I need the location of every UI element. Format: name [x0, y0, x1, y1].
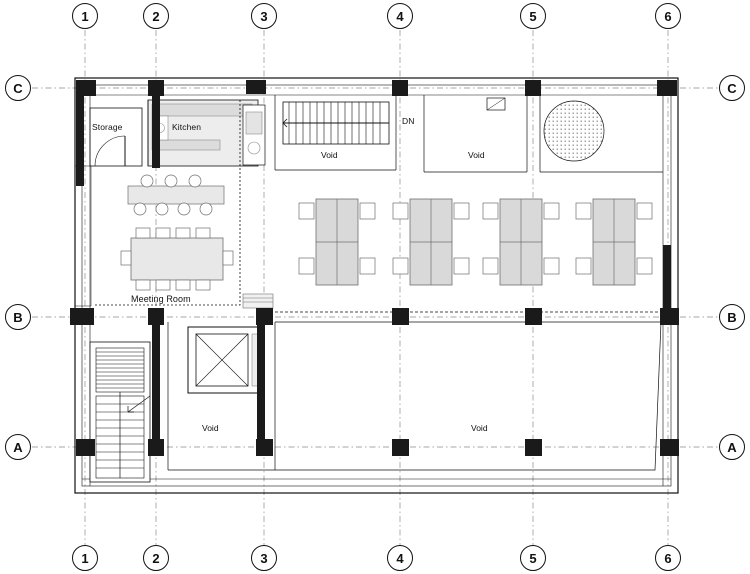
meeting-room-furniture: [121, 175, 273, 308]
grid-bubble-bottom-5[interactable]: 5: [520, 545, 546, 571]
top-fixture: [487, 98, 505, 110]
stair-lower: [90, 342, 150, 482]
grid-bubble-top-4[interactable]: 4: [387, 3, 413, 29]
grid-bubble-top-3[interactable]: 3: [251, 3, 277, 29]
void-label-4: Void: [471, 423, 488, 433]
grid-bubble-left-a[interactable]: A: [5, 434, 31, 460]
room-label-meeting-room: Meeting Room: [131, 294, 191, 304]
stair-top: [283, 102, 389, 144]
grid-bubble-left-b[interactable]: B: [5, 304, 31, 330]
room-label-dn: DN: [402, 116, 415, 126]
grid-bubble-top-1[interactable]: 1: [72, 3, 98, 29]
grid-bubble-right-c[interactable]: C: [719, 75, 745, 101]
grid-bubble-bottom-2[interactable]: 2: [143, 545, 169, 571]
grid-bubble-bottom-1[interactable]: 1: [72, 545, 98, 571]
grid-bubble-bottom-4[interactable]: 4: [387, 545, 413, 571]
grid-bubble-left-c[interactable]: C: [5, 75, 31, 101]
workstation-clusters: [299, 199, 652, 285]
grid-bubble-bottom-6[interactable]: 6: [655, 545, 681, 571]
room-label-storage: Storage: [92, 122, 123, 132]
round-feature: [544, 101, 604, 161]
void-label-2: Void: [468, 150, 485, 160]
grid-bubble-right-b[interactable]: B: [719, 304, 745, 330]
grid-bubble-right-a[interactable]: A: [719, 434, 745, 460]
room-label-kitchen: Kitchen: [172, 122, 202, 132]
grid-bubble-bottom-3[interactable]: 3: [251, 545, 277, 571]
grid-bubble-top-6[interactable]: 6: [655, 3, 681, 29]
void-label-1: Void: [321, 150, 338, 160]
grid-bubble-top-5[interactable]: 5: [520, 3, 546, 29]
elevator-core: [188, 327, 264, 393]
void-label-3: Void: [202, 423, 219, 433]
grid-bubble-top-2[interactable]: 2: [143, 3, 169, 29]
